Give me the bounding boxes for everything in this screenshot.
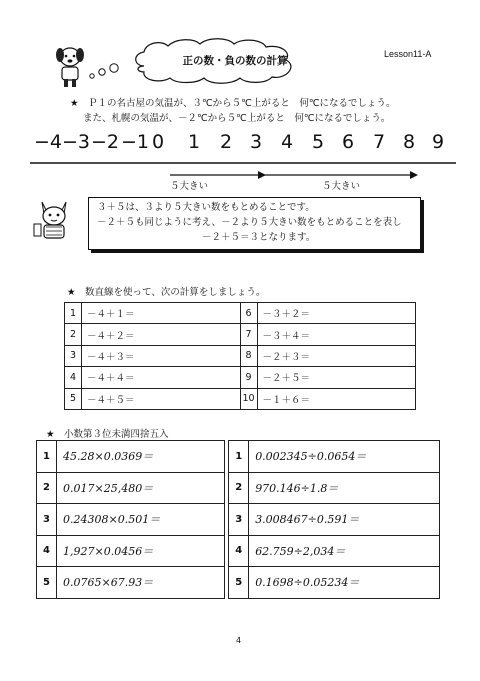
basic-calc-table <box>64 302 416 410</box>
table-row <box>37 472 440 504</box>
number-line-label: 6 <box>342 131 355 153</box>
number-line-label: 5 <box>312 131 325 153</box>
problem-number: 1 <box>37 441 57 473</box>
arrow-label-1: ５大きい <box>170 181 209 192</box>
number-line <box>30 152 460 172</box>
problem-expression: 0.017×25,480＝ <box>57 472 225 504</box>
problem-number: 3 <box>65 345 82 366</box>
problem-number: 5 <box>65 388 82 409</box>
problem-expression: 3.008467÷0.591＝ <box>249 504 440 536</box>
problem-number: 4 <box>37 535 57 567</box>
table-row <box>65 303 416 324</box>
number-line-label: 7 <box>373 131 386 153</box>
problem-expression: －２＋３＝ <box>257 345 416 366</box>
problem-expression: 45.28×0.0369＝ <box>57 441 225 473</box>
problem-number: 2 <box>65 324 82 345</box>
problem-number: 3 <box>37 504 57 536</box>
problem-expression: 1,927×0.0456＝ <box>57 535 225 567</box>
problem-expression: －４＋１＝ <box>82 303 241 324</box>
problem-expression: －４＋３＝ <box>82 345 241 366</box>
number-line-label: −2 <box>91 131 120 153</box>
problem-number: 2 <box>37 472 57 504</box>
problem-number: 9 <box>240 367 257 388</box>
table-row <box>37 504 440 536</box>
table-row <box>37 535 440 567</box>
problem-expression: －３＋４＝ <box>257 324 416 345</box>
problem-number: 8 <box>240 345 257 366</box>
problem-expression: －４＋２＝ <box>82 324 241 345</box>
dog-mascot-illustration <box>52 44 88 90</box>
problem-expression: 0.0765×67.93＝ <box>57 567 225 599</box>
problem-number: 1 <box>229 441 249 473</box>
cat-mascot-illustration <box>30 196 78 244</box>
arrow-label-2: ５大きい <box>322 181 361 192</box>
number-line-label: 3 <box>250 131 263 153</box>
problem-expression: －３＋２＝ <box>257 303 416 324</box>
problem-number: 5 <box>37 567 57 599</box>
intro-question-1: ★ Ｐ１の名古屋の気温が、３℃から５℃上がると 何℃になるでしょう。 <box>70 98 396 109</box>
problem-expression: －４＋５＝ <box>82 388 241 409</box>
problem-expression: 0.002345÷0.0654＝ <box>249 441 440 473</box>
page-title: 正の数・負の数の計算 <box>182 55 288 67</box>
table-row <box>37 441 440 473</box>
number-line-label: 4 <box>281 131 294 153</box>
table-row <box>37 567 440 599</box>
table-row <box>65 324 416 345</box>
problem-expression: －４＋４＝ <box>82 367 241 388</box>
section2-title: ★ 小数第３位未満四捨五入 <box>46 429 169 440</box>
number-line-label: 2 <box>220 131 233 153</box>
number-line-label: −1 <box>121 131 150 153</box>
problem-number: 3 <box>229 504 249 536</box>
number-line-label: 0 <box>152 131 165 153</box>
problem-number: 2 <box>229 472 249 504</box>
problem-expression: 0.24308×0.501＝ <box>57 504 225 536</box>
explanation-box <box>88 197 421 250</box>
problem-number: 1 <box>65 303 82 324</box>
explanation-line-1: ３＋５は、３より５大きい数をもとめることです。 <box>97 202 315 213</box>
problem-expression: －１＋６＝ <box>257 388 416 409</box>
problem-number: 7 <box>240 324 257 345</box>
problem-number: 4 <box>65 367 82 388</box>
problem-number: 6 <box>240 303 257 324</box>
number-line-label: 1 <box>188 131 201 153</box>
lesson-label: Lesson11-A <box>384 49 432 59</box>
problem-number: 10 <box>240 388 257 409</box>
explanation-line-2: －２＋５も同じように考え、－２より５大きい数をもとめることを表し <box>97 217 402 228</box>
table-row <box>65 367 416 388</box>
intro-question-2: また、札幌の気温が、－２℃から５℃上がると 何℃になるでしょう。 <box>83 113 391 124</box>
table-row <box>65 345 416 366</box>
number-line-label: 9 <box>432 131 445 153</box>
problem-expression: 62.759÷2,034＝ <box>249 535 440 567</box>
problem-number: 5 <box>229 567 249 599</box>
section1-title: ★ 数直線を使って、次の計算をしましょう。 <box>67 287 266 298</box>
number-line-label: −3 <box>62 131 91 153</box>
page-number: 4 <box>236 636 242 645</box>
problem-number: 4 <box>229 535 249 567</box>
explanation-line-3: －２＋５＝３となります。 <box>202 232 316 243</box>
decimal-calc-table <box>36 440 440 599</box>
number-line-label: −4 <box>34 131 63 153</box>
table-row <box>65 388 416 409</box>
number-line-label: 8 <box>403 131 416 153</box>
problem-expression: 970.146÷1.8＝ <box>249 472 440 504</box>
problem-expression: －２＋５＝ <box>257 367 416 388</box>
problem-expression: 0.1698÷0.05234＝ <box>249 567 440 599</box>
